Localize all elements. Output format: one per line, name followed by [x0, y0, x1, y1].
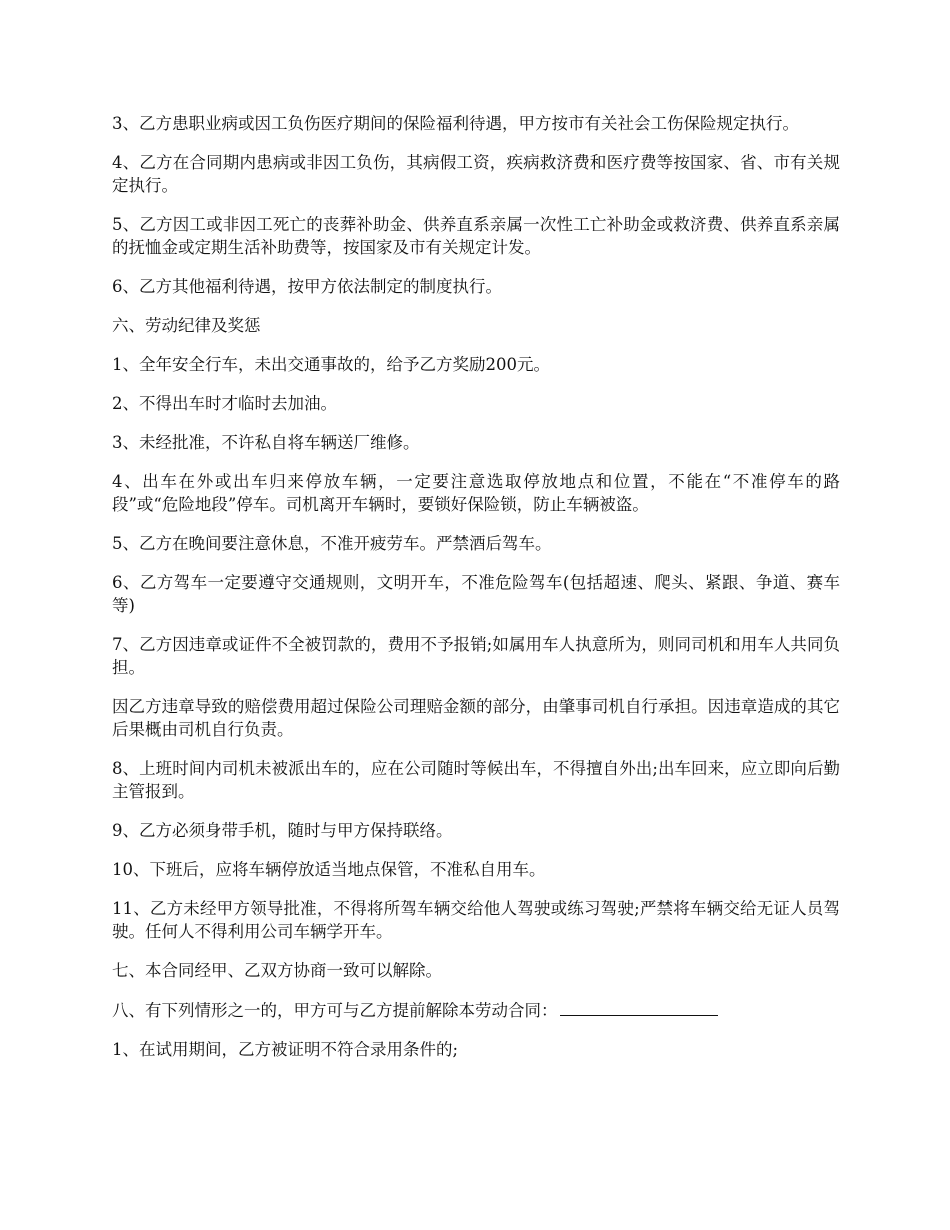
clause-paragraph: 6、乙方其他福利待遇，按甲方依法制定的制度执行。 [112, 277, 502, 296]
section-heading: 七、本合同经甲、乙双方协商一致可以解除。 [112, 961, 442, 980]
clause-paragraph: 5、乙方因工或非因工死亡的丧葬补助金、供养直系亲属一次性工亡补助金或救济费、供养直系亲属的抚恤金或定期生活补助费等，按国家及市有关规定计发。 [112, 215, 840, 257]
clause-paragraph: 8、上班时间内司机未被派出车的，应在公司随时等候出车，不得擅自外出;出车回来，应立即向后勤主管报到。 [112, 759, 840, 801]
section-heading: 六、劳动纪律及奖惩 [112, 316, 261, 335]
clause-paragraph: 4、乙方在合同期内患病或非因工负伤，其病假工资，疾病救济费和医疗费等按国家、省、市有关规定执行。 [112, 153, 840, 195]
clause-paragraph: 2、不得出车时才临时去加油。 [112, 394, 337, 413]
clause-paragraph: 3、乙方患职业病或因工负伤医疗期间的保险福利待遇，甲方按市有关社会工伤保险规定执行。 [112, 114, 799, 133]
section-heading-with-blank [112, 998, 840, 1022]
clause-paragraph: 1、全年安全行车，未出交通事故的，给予乙方奖励200元。 [112, 355, 550, 374]
clause-paragraph: 11、乙方未经甲方领导批准，不得将所驾车辆交给他人驾驶或练习驾驶;严禁将车辆交给无证人员驾驶。任何人不得利用公司车辆学开车。 [112, 899, 840, 941]
document-body [112, 112, 840, 1077]
fill-in-blank-line [560, 998, 718, 1016]
clause-paragraph: 因乙方违章导致的赔偿费用超过保险公司理赔金额的部分，由肇事司机自行承担。因违章造成的其它后果概由司机自行负责。 [112, 697, 840, 739]
clause-paragraph: 7、乙方因违章或证件不全被罚款的，费用不予报销;如属用车人执意所为，则同司机和用车人共同负担。 [112, 635, 840, 677]
clause-paragraph: 9、乙方必须身带手机，随时与甲方保持联络。 [112, 821, 453, 840]
clause-paragraph: 10、下班后，应将车辆停放适当地点保管，不准私自用车。 [112, 860, 546, 879]
clause-paragraph: 4、出车在外或出车归来停放车辆，一定要注意选取停放地点和位置，不能在“不准停车的路段”或“危险地段”停车。司机离开车辆时，要锁好保险锁，防止车辆被盗。 [112, 472, 840, 514]
clause-paragraph: 6、乙方驾车一定要遵守交通规则，文明开车，不准危险驾车(包括超速、爬头、紧跟、争道、赛车等) [112, 573, 840, 615]
clause-paragraph: 5、乙方在晚间要注意休息，不准开疲劳车。严禁酒后驾车。 [112, 534, 552, 553]
clause-paragraph: 3、未经批准，不许私自将车辆送厂维修。 [112, 433, 420, 452]
section-heading-text: 八、有下列情形之一的，甲方可与乙方提前解除本劳动合同： [112, 1001, 558, 1020]
clause-paragraph: 1、在试用期间，乙方被证明不符合录用条件的; [112, 1040, 459, 1059]
